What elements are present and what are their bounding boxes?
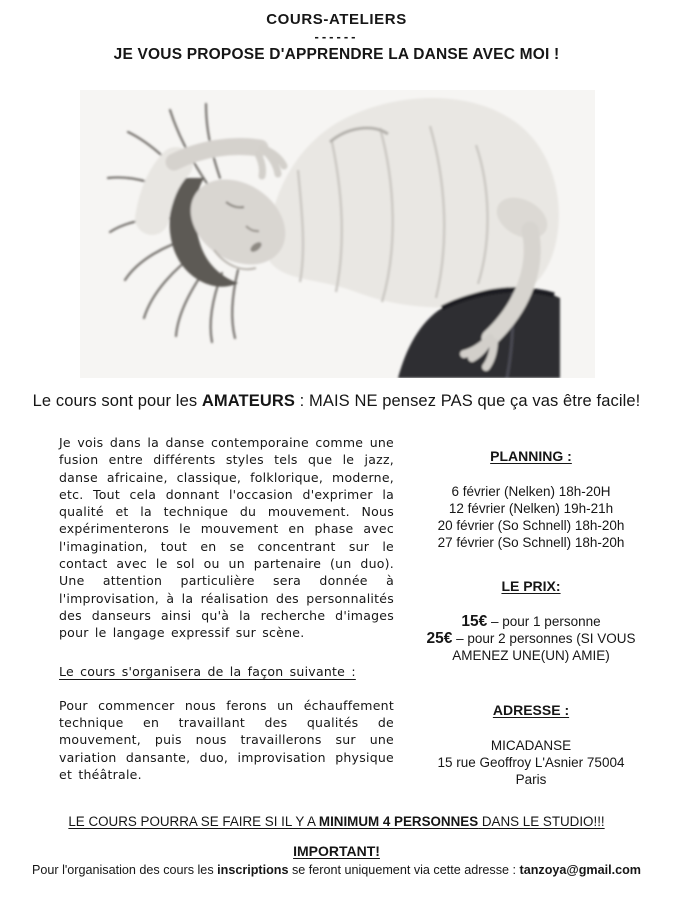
price-amount-1: 15€ <box>461 613 488 630</box>
header <box>0 11 673 64</box>
right-column <box>398 448 664 788</box>
contact-prefix: Pour l'organisation des cours les <box>32 863 218 877</box>
address-line: 15 rue Geoffroy L'Asnier 75004 <box>437 755 625 770</box>
price-line-1 <box>398 613 664 630</box>
studio-note-prefix: LE COURS POURRA SE FAIRE SI IL Y A <box>68 814 319 829</box>
intro-paragraph: Je vois dans la danse contemporaine comme une fusion entre différents styles tels que le jazz, danse africaine, classique, folklorique, moderne, etc. Tout cela donnant l'occasion d'exprimer la qualité et la technique du mouvement. Nous expérimenterons le mouvement en phase avec l'imagination, tout en se concentrant sur le contact avec le sol ou un partenaire (un duo). Une attention particulière sera donnée à l'improvisation, à la réalisation des personnalités des danseurs ainsi qu'à la recherche d'images pour le langage expressif sur scène. <box>59 435 394 641</box>
contact-bold: inscriptions <box>217 863 289 877</box>
course-structure-paragraph: Pour commencer nous ferons un échauffement technique en travaillant des qualités de mouvement, puis nous travaillerons sur une variation dansante, duo, improvisation physique et théâtrale. <box>59 697 394 783</box>
tagline-suffix: : MAIS NE pensez PAS que ça vas être facile! <box>294 392 641 410</box>
planning-section <box>398 448 664 551</box>
planning-item: 12 février (Nelken) 19h-21h <box>448 501 614 516</box>
address-line: MICADANSE <box>490 738 572 753</box>
tagline-bold: AMATEURS <box>201 392 295 410</box>
contact-note <box>0 863 673 877</box>
course-structure-heading: Le cours s'organisera de la façon suivante : <box>59 663 356 679</box>
studio-note-suffix: DANS LE STUDIO!!! <box>478 814 605 829</box>
important-heading: IMPORTANT! <box>293 843 380 859</box>
address-line: Paris <box>515 772 547 787</box>
address-section <box>398 702 664 788</box>
page-subtitle: JE VOUS PROPOSE D'APPRENDRE LA DANSE AVEC MOI ! <box>113 46 560 63</box>
price-text-2: – pour 2 personnes (SI VOUS AMENEZ UNE(UN) AMIE) <box>452 631 636 663</box>
studio-note-bold: MINIMUM 4 PERSONNES <box>318 814 479 829</box>
page-title: COURS-ATELIERS <box>266 11 407 28</box>
address-heading: ADRESSE : <box>492 702 570 718</box>
tagline <box>0 392 673 411</box>
price-amount-2: 25€ <box>426 630 453 647</box>
email-text: tanzoya@gmail.com <box>519 863 641 877</box>
left-column <box>59 434 394 783</box>
planning-item: 27 février (So Schnell) 18h-20h <box>437 535 625 550</box>
dancer-photo <box>80 90 595 378</box>
price-line-2 <box>398 630 664 664</box>
price-text-1: – pour 1 personne <box>487 614 601 629</box>
tagline-prefix: Le cours sont pour les <box>32 392 202 410</box>
price-heading: LE PRIX: <box>501 578 561 594</box>
divider-dashes: ------ <box>314 29 359 44</box>
planning-heading: PLANNING : <box>490 448 572 464</box>
planning-item: 20 février (So Schnell) 18h-20h <box>437 518 625 533</box>
price-section <box>398 578 664 664</box>
planning-item: 6 février (Nelken) 18h-20H <box>451 484 611 499</box>
price-list <box>398 613 664 664</box>
planning-list <box>398 483 664 551</box>
studio-note <box>0 814 673 829</box>
address-lines <box>398 737 664 788</box>
contact-mid: se feront uniquement via cette adresse : <box>288 863 520 877</box>
